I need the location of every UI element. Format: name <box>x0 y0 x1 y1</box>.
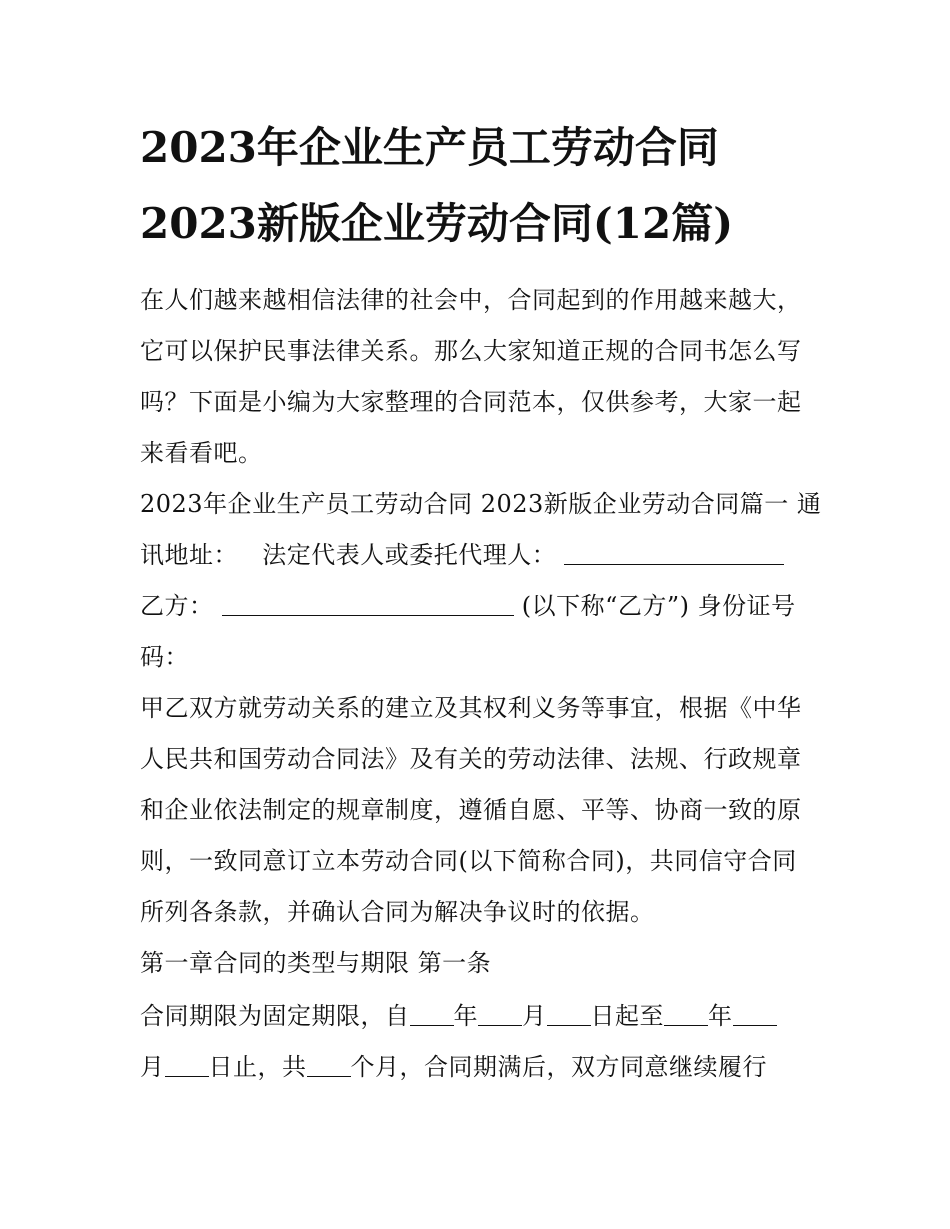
body-line-5: 所列各条款，并确认合同为解决争议时的依据。 <box>140 898 655 926</box>
section-heading: 2023年企业生产员工劳动合同 2023新版企业劳动合同篇一 通 <box>140 490 822 518</box>
months-count-blank <box>307 1052 351 1077</box>
intro-line-1: 在人们越来越相信法律的社会中，合同起到的作用越来越大， <box>140 286 802 314</box>
end-month-blank-start <box>733 1001 777 1026</box>
body-line-2: 人民共和国劳动合同法》及有关的劳动法律、法规、行政规章 <box>140 745 802 773</box>
party-b-blank <box>222 591 514 616</box>
body-line-4: 则，一致同意订立本劳动合同(以下简称合同)，共同信守合同 <box>140 847 797 875</box>
representative-label: 法定代表人或委托代理人： <box>262 541 557 569</box>
end-year-blank <box>664 1001 708 1026</box>
start-year-label: 年 <box>453 1002 478 1030</box>
chapter-heading: 第一章合同的类型与期限 第一条 <box>140 949 492 977</box>
term-line-2 <box>140 1051 820 1083</box>
id-number-tail: 码： <box>140 643 189 671</box>
body-line-3: 和企业依法制定的规章制度，遵循自愿、平等、协商一致的原 <box>140 796 802 824</box>
end-day-label: 日止，共 <box>208 1053 307 1081</box>
months-text: 个月，合同期满后，双方同意继续履行 <box>350 1053 767 1081</box>
term-intro: 合同期限为固定期限，自 <box>140 1002 410 1030</box>
intro-line-3: 吗？下面是小编为大家整理的合同范本，仅供参考，大家一起 <box>140 388 802 416</box>
address-rep-line <box>140 539 820 571</box>
body-line-1: 甲乙双方就劳动关系的建立及其权利义务等事宜，根据《中华 <box>140 694 802 722</box>
start-month-blank <box>478 1001 522 1026</box>
end-day-blank <box>165 1052 209 1077</box>
start-year-blank <box>410 1001 454 1026</box>
party-b-line <box>140 590 820 622</box>
end-month-label: 月 <box>140 1053 165 1081</box>
intro-line-4: 来看看吧。 <box>140 439 263 467</box>
end-year-label: 年 <box>708 1002 733 1030</box>
start-month-label: 月 <box>522 1002 547 1030</box>
party-b-label: 乙方： <box>140 592 214 620</box>
address-label: 讯地址： <box>140 541 238 569</box>
intro-line-2: 它可以保护民事法律关系。那么大家知道正规的合同书怎么写 <box>140 337 802 365</box>
document-title-line-1: 2023年企业生产员工劳动合同 <box>140 123 719 172</box>
document-title-line-2: 2023新版企业劳动合同(12篇) <box>140 199 734 248</box>
party-b-note: (以下称“乙方”) 身份证号 <box>521 592 796 620</box>
start-day-label: 日起至 <box>590 1002 664 1030</box>
representative-blank <box>564 540 784 565</box>
term-line-1 <box>140 1000 820 1032</box>
start-day-blank <box>547 1001 591 1026</box>
